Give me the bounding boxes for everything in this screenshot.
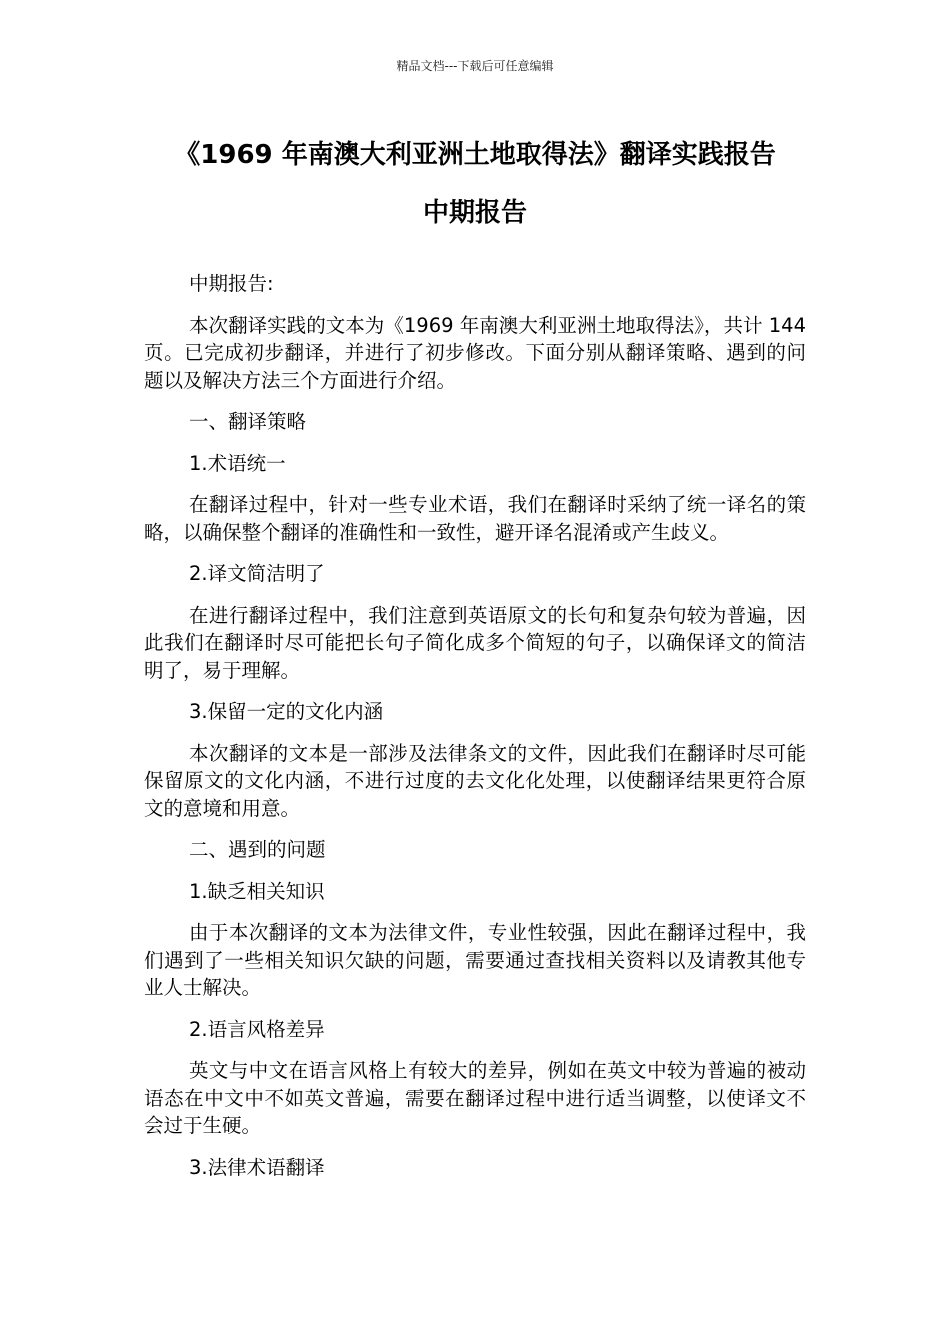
paragraph-label: 中期报告:	[189, 272, 274, 295]
page-header: 精品文档---下载后可任意编辑	[396, 59, 554, 73]
section-heading: 一、翻译策略	[189, 410, 307, 433]
paragraph: 由于本次翻译的文本为法律文件，专业性较强，因此在翻译过程中，我们遇到了一些相关知识欠缺的问题，需要通过查找相关资料以及请教其他专业人士解决。	[144, 921, 806, 999]
document-title: 《1969 年南澳大利亚洲土地取得法》翻译实践报告	[174, 140, 776, 170]
section-heading: 二、遇到的问题	[189, 838, 326, 861]
subsection-heading: 2.语言风格差异	[189, 1017, 325, 1041]
subsection-heading: 2.译文简洁明了	[189, 562, 325, 585]
document-subtitle: 中期报告	[422, 198, 527, 228]
subsection-heading: 1.术语统一	[189, 451, 286, 475]
paragraph: 在进行翻译过程中，我们注意到英语原文的长句和复杂句较为普遍，因此我们在翻译时尽可能把长句子简化成多个简短的句子，以确保译文的简洁明了，易于理解。	[144, 603, 806, 682]
paragraph-intro: 本次翻译实践的文本为《1969 年南澳大利亚洲土地取得法》，共计 144 页。已完成初步翻译，并进行了初步修改。下面分别从翻译策略、遇到的问题以及解决方法三个方面进行介绍。	[144, 313, 806, 392]
paragraph: 本次翻译的文本是一部涉及法律条文的文件，因此我们在翻译时尽可能保留原文的文化内涵，不进行过度的去文化化处理，以使翻译结果更符合原文的意境和用意。	[144, 741, 806, 820]
document-body	[144, 270, 806, 1195]
paragraph: 在翻译过程中，针对一些专业术语，我们在翻译时采纳了统一译名的策略，以确保整个翻译的准确性和一致性，避开译名混淆或产生歧义。	[144, 493, 806, 544]
subsection-heading: 3.法律术语翻译	[189, 1155, 325, 1179]
subsection-heading: 3.保留一定的文化内涵	[189, 700, 384, 723]
subsection-heading: 1.缺乏相关知识	[189, 879, 325, 903]
paragraph: 英文与中文在语言风格上有较大的差异，例如在英文中较为普遍的被动语态在中文中不如英文普遍，需要在翻译过程中进行适当调整，以使译文不会过于生硬。	[144, 1059, 806, 1137]
